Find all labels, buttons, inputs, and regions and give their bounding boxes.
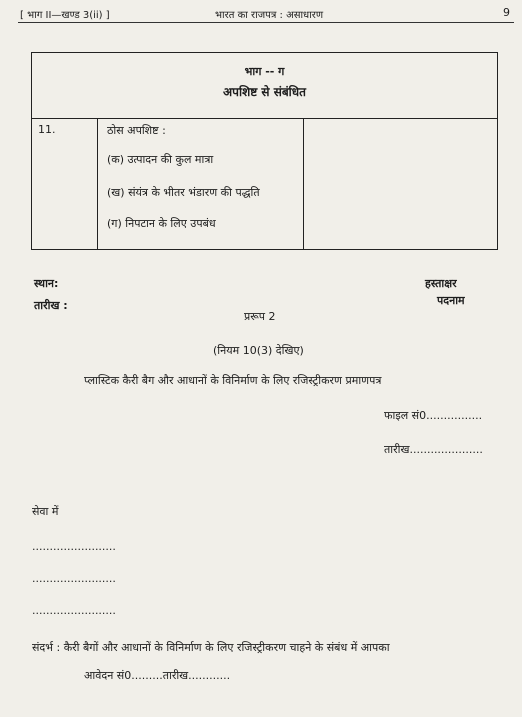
form-date: तारीख..................... (384, 443, 483, 456)
address-line: ........................ (32, 604, 116, 617)
reference-line: संदर्भ : कैरी बैगों और आधानों के विनिर्माण के लिए रजिस्ट्रीकरण चाहने के संबंध में आपका (32, 641, 390, 654)
form-number: प्ररूप 2 (244, 310, 276, 323)
address-line: ........................ (32, 540, 116, 553)
reference-application-line: आवेदन सं0.........तारीख............ (84, 669, 231, 682)
part-label: भाग -- ग (244, 65, 285, 78)
waste-item-storage: (ख) संयंत्र के भीतर भंडारण की पद्धति (107, 186, 260, 199)
solid-waste-heading: ठोस अपशिष्ट : (107, 124, 166, 137)
header-gazette-title: भारत का राजपत्र : असाधारण (215, 10, 324, 21)
date-label: तारीख : (34, 299, 68, 312)
table-column-divider (303, 118, 304, 249)
header-section-label: [ भाग II—खण्ड 3(ii) ] (20, 10, 110, 21)
table-column-divider (97, 118, 98, 249)
waste-item-disposal: (ग) निपटान के लिए उपबंध (107, 217, 216, 230)
addressee-label: सेवा में (32, 505, 59, 518)
signature-label: हस्ताक्षर (425, 277, 457, 290)
annex-part-c-table (31, 52, 498, 250)
form-title: प्लास्टिक कैरी बैग और आधानों के विनिर्माण के लिए रजिस्ट्रीकरण प्रमाणपत्र (84, 374, 382, 387)
waste-item-quantity: (क) उत्पादन की कुल मात्रा (107, 153, 214, 166)
form-rule-reference: (नियम 10(3) देखिए) (213, 344, 304, 357)
header-page-number: 9 (503, 6, 510, 19)
annex-table-header (32, 53, 497, 119)
place-label: स्थान: (34, 277, 59, 290)
row-number: 11. (38, 123, 56, 136)
header-rule (18, 22, 514, 23)
designation-label: पदनाम (437, 294, 465, 307)
address-line: ........................ (32, 572, 116, 585)
part-title: अपशिष्ट से संबंधित (222, 85, 307, 99)
file-number: फाइल सं0................ (384, 409, 483, 422)
